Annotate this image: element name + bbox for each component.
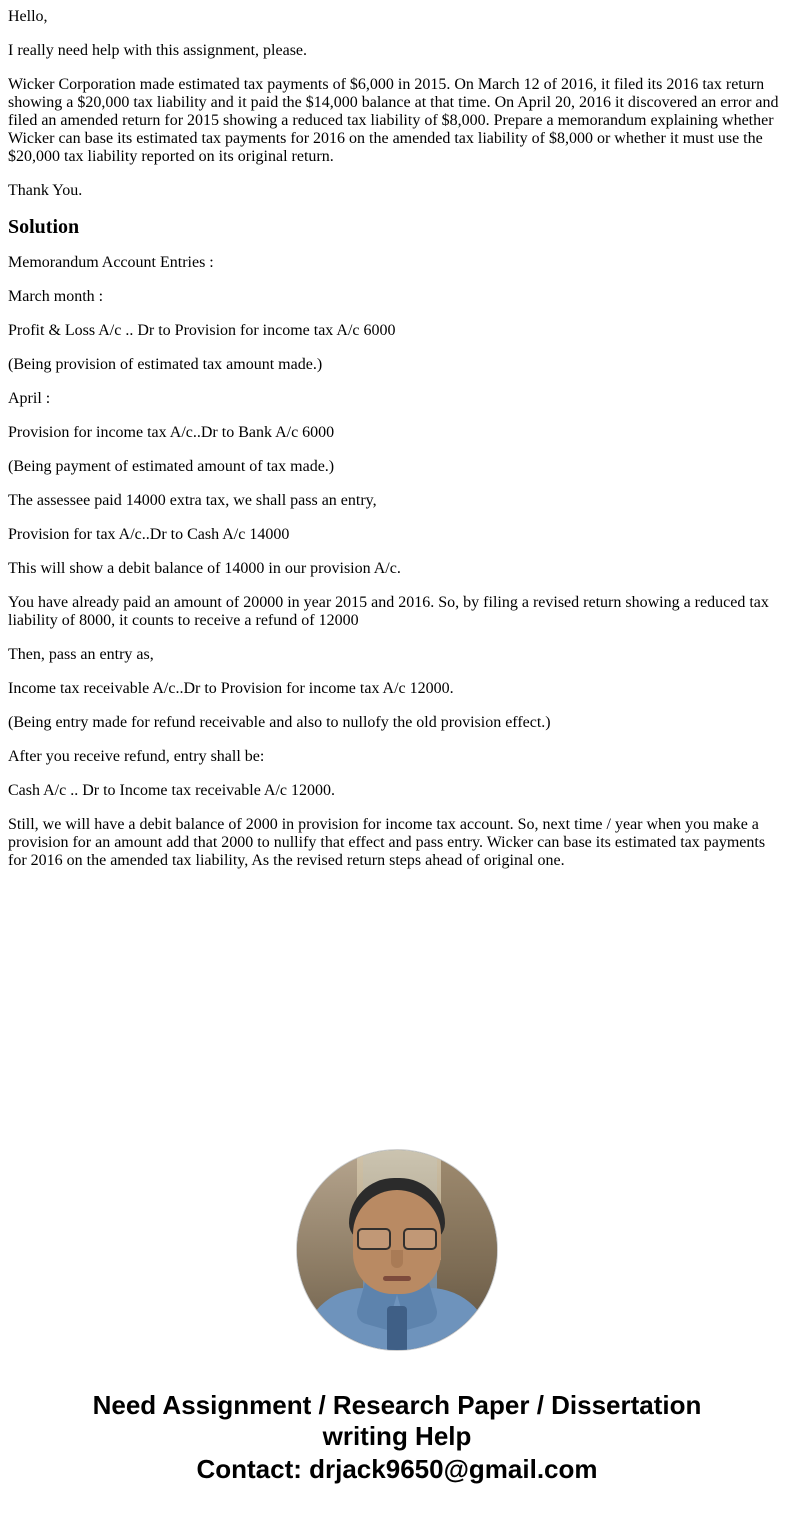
solution-paragraph: Provision for income tax A/c..Dr to Bank A/c 6000: [8, 424, 335, 441]
photo-glasses: [355, 1228, 439, 1248]
solution-paragraph: This will show a debit balance of 14000 in our provision A/c.: [8, 560, 401, 577]
solution-paragraph: Cash A/c .. Dr to Income tax receivable A/c 12000.: [8, 782, 336, 799]
spacer: [8, 732, 786, 748]
spacer: [8, 630, 786, 646]
question-body-text: Wicker Corporation made estimated tax payments of $6,000 in 2015. On March 12 of 2016, it filed its 2016 tax return showing a $20,000 tax liability and it paid the $14,000 balance at that time. On April 20, 2016 it discovered an error and filed an amended return for 2015 showing a reduced tax liability of $8,000. Prepare a memorandum explaining whether Wicker can base its estimated tax payments for 2016 on the amended tax liability of $8,000 or whether it must use the $20,000 tax liability reported on its original return.: [8, 76, 779, 165]
spacer: [8, 166, 786, 182]
spacer: [8, 544, 786, 560]
solution-paragraph: The assessee paid 14000 extra tax, we shall pass an entry,: [8, 492, 377, 509]
spacer: [8, 408, 786, 424]
avatar: [297, 1150, 497, 1350]
spacer: [8, 272, 786, 288]
photo-nose: [391, 1250, 403, 1268]
solution-paragraph: April :: [8, 390, 51, 407]
spacer: [8, 664, 786, 680]
top-spacer: [8, 0, 786, 8]
request-text: I really need help with this assignment, please.: [8, 42, 308, 59]
solution-paragraph: Income tax receivable A/c..Dr to Provision for income tax A/c 12000.: [8, 680, 454, 697]
solution-paragraph: (Being payment of estimated amount of tax made.): [8, 458, 335, 475]
avatar-container: [8, 1150, 786, 1350]
solution-paragraph: Provision for tax A/c..Dr to Cash A/c 14000: [8, 526, 290, 543]
photo-mouth: [383, 1276, 411, 1281]
spacer: [8, 374, 786, 390]
solution-paragraph: After you receive refund, entry shall be:: [8, 748, 265, 765]
greeting-text: Hello,: [8, 8, 48, 25]
solution-paragraph: Then, pass an entry as,: [8, 646, 154, 663]
solution-paragraph: You have already paid an amount of 20000 in year 2015 and 2016. So, by filing a revised return showing a reduced tax liability of 8000, it counts to receive a refund of 12000: [8, 594, 769, 629]
spacer: [8, 200, 786, 216]
footer-contact: Contact: drjack9650@gmail.com: [196, 1454, 598, 1484]
spacer: [8, 510, 786, 526]
solution-paragraph: (Being entry made for refund receivable and also to nullofy the old provision effect.): [8, 714, 551, 731]
spacer: [8, 340, 786, 356]
footer-headline-line2: writing Help: [322, 1421, 472, 1451]
spacer: [8, 306, 786, 322]
spacer: [8, 26, 786, 42]
solution-paragraph: Memorandum Account Entries :: [8, 254, 214, 271]
spacer: [8, 442, 786, 458]
spacer: [8, 578, 786, 594]
footer: [8, 1390, 786, 1485]
photo-tie: [387, 1306, 407, 1350]
spacer: [8, 238, 786, 254]
solution-paragraph: Still, we will have a debit balance of 2000 in provision for income tax account. So, next time / year when you make a provision for an amount add that 2000 to nullify that effect and pass entry. Wicker can base its estimated tax payments for 2016 on the amended tax liability, As the revised return steps ahead of original one.: [8, 816, 766, 869]
spacer: [8, 698, 786, 714]
spacer: [8, 60, 786, 76]
solution-paragraph: (Being provision of estimated tax amount made.): [8, 356, 323, 373]
solution-paragraph: Profit & Loss A/c .. Dr to Provision for income tax A/c 6000: [8, 322, 396, 339]
thanks-text: Thank You.: [8, 182, 83, 199]
spacer: [8, 800, 786, 816]
footer-headline-line1: Need Assignment / Research Paper / Dissertation: [92, 1390, 702, 1420]
spacer: [8, 476, 786, 492]
solution-heading: Solution: [8, 216, 80, 238]
spacer: [8, 766, 786, 782]
solution-paragraph: March month :: [8, 288, 104, 305]
